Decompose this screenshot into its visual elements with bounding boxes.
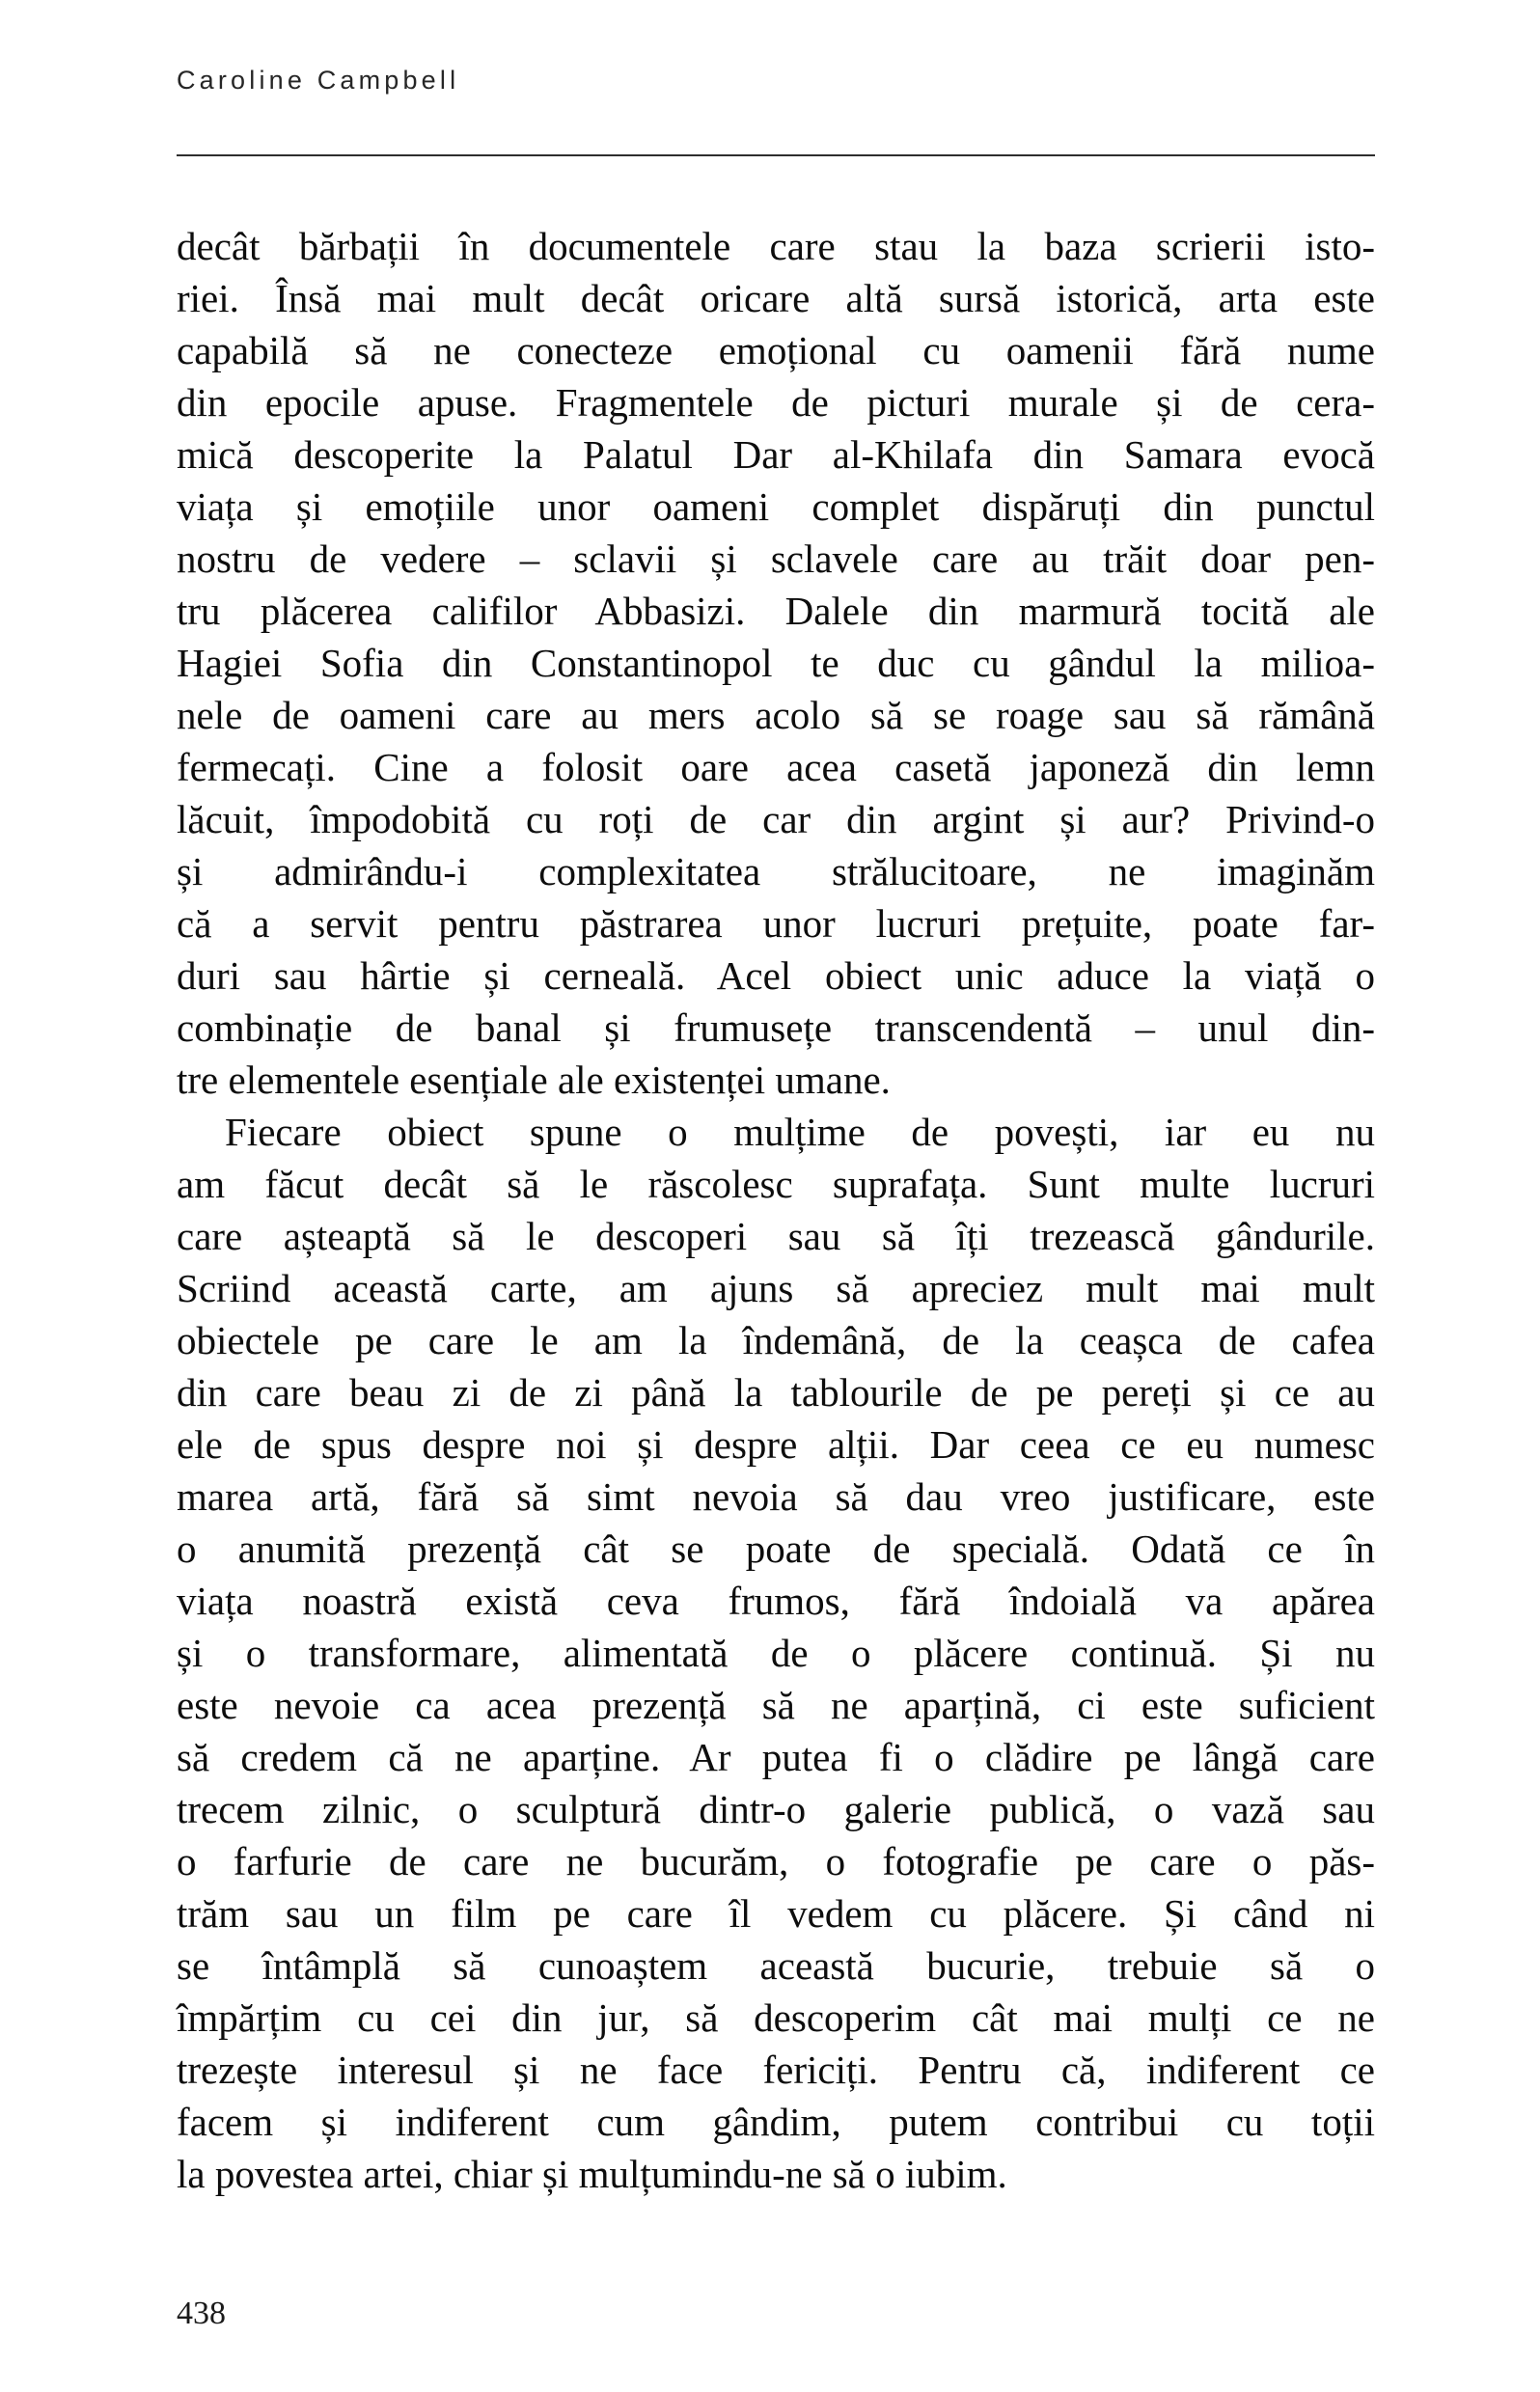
text-line: capabilă să ne conecteze emoțional cu oamenii fără nume xyxy=(177,328,1375,372)
text-line: trezește interesul și ne face fericiți. Pentru că, indiferent ce xyxy=(177,2048,1375,2092)
text-line: din epocile apuse. Fragmentele de picturi murale și de cera- xyxy=(177,380,1375,425)
text-line: viața și emoțiile unor oameni complet dispăruți din punctul xyxy=(177,484,1375,529)
text-line: decât bărbații în documentele care stau la baza scrierii isto- xyxy=(177,224,1375,268)
text-line: trecem zilnic, o sculptură dintr-o galerie publică, o vază sau xyxy=(177,1787,1375,1831)
text-line: riei. Însă mai mult decât oricare altă sursă istorică, arta este xyxy=(177,276,1375,320)
text-line: este nevoie ca acea prezență să ne aparțină, ci este suficient xyxy=(177,1683,1375,1727)
text-line: Scriind această carte, am ajuns să apreciez mult mai mult xyxy=(177,1266,1375,1310)
running-header-author: Caroline Campbell xyxy=(177,66,460,95)
text-line: la povestea artei, chiar și mulțumindu-ne să o iubim. xyxy=(177,2152,1007,2196)
running-header xyxy=(177,68,1375,94)
text-line: împărțim cu cei din jur, să descoperim cât mai mulți ce ne xyxy=(177,1995,1375,2040)
text-line: duri sau hârtie și cerneală. Acel obiect unic aduce la viață o xyxy=(177,953,1375,998)
text-line: din care beau zi de zi până la tablourile de pe pereți și ce au xyxy=(177,1370,1375,1415)
text-line: mică descoperite la Palatul Dar al-Khilafa din Samara evocă xyxy=(177,432,1375,477)
text-line: combinație de banal și frumusețe transcendentă – unul din- xyxy=(177,1005,1375,1050)
text-line: Fiecare obiect spune o mulțime de povești, iar eu nu xyxy=(225,1110,1375,1154)
text-line: obiectele pe care le am la îndemână, de la ceașca de cafea xyxy=(177,1318,1375,1362)
body-text xyxy=(177,220,1375,2200)
text-line: marea artă, fără să simt nevoia să dau vreo justificare, este xyxy=(177,1474,1375,1519)
text-line: se întâmplă să cunoaștem această bucurie, trebuie să o xyxy=(177,1943,1375,1988)
text-line: o farfurie de care ne bucurăm, o fotografie pe care o păs- xyxy=(177,1839,1375,1883)
text-line: am făcut decât să le răscolesc suprafața. Sunt multe lucruri xyxy=(177,1162,1375,1206)
text-line: trăm sau un film pe care îl vedem cu plăcere. Și când ni xyxy=(177,1891,1375,1936)
text-line: nele de oameni care au mers acolo să se roage sau să rămână xyxy=(177,693,1375,737)
text-line: și admirându-i complexitatea strălucitoare, ne imaginăm xyxy=(177,849,1375,894)
text-line: facem și indiferent cum gândim, putem contribui cu toții xyxy=(177,2100,1375,2144)
text-line: să credem că ne aparține. Ar putea fi o clădire pe lângă care xyxy=(177,1735,1375,1779)
text-line: ele de spus despre noi și despre alții. Dar ceea ce eu numesc xyxy=(177,1422,1375,1467)
text-line: viața noastră există ceva frumos, fără îndoială va apărea xyxy=(177,1579,1375,1623)
text-line: nostru de vedere – sclavii și sclavele care au trăit doar pen- xyxy=(177,536,1375,581)
text-line: tre elementele esențiale ale existenței umane. xyxy=(177,1058,891,1102)
header-rule xyxy=(177,154,1375,156)
text-line: că a servit pentru păstrarea unor lucruri prețuite, poate far- xyxy=(177,901,1375,946)
text-line: o anumită prezență cât se poate de specială. Odată ce în xyxy=(177,1526,1375,1571)
text-line: și o transformare, alimentată de o plăcere continuă. Și nu xyxy=(177,1631,1375,1675)
text-line: lăcuit, împodobită cu roți de car din argint și aur? Privind-o xyxy=(177,797,1375,841)
text-line: fermecați. Cine a folosit oare acea casetă japoneză din lemn xyxy=(177,745,1375,789)
text-line: tru plăcerea califilor Abbasizi. Dalele din marmură tocită ale xyxy=(177,589,1375,633)
page-number: 438 xyxy=(177,2296,226,2331)
text-line: care așteaptă să le descoperi sau să îți trezească gândurile. xyxy=(177,1214,1375,1258)
text-line: Hagiei Sofia din Constantinopol te duc cu gândul la milioa- xyxy=(177,641,1375,685)
